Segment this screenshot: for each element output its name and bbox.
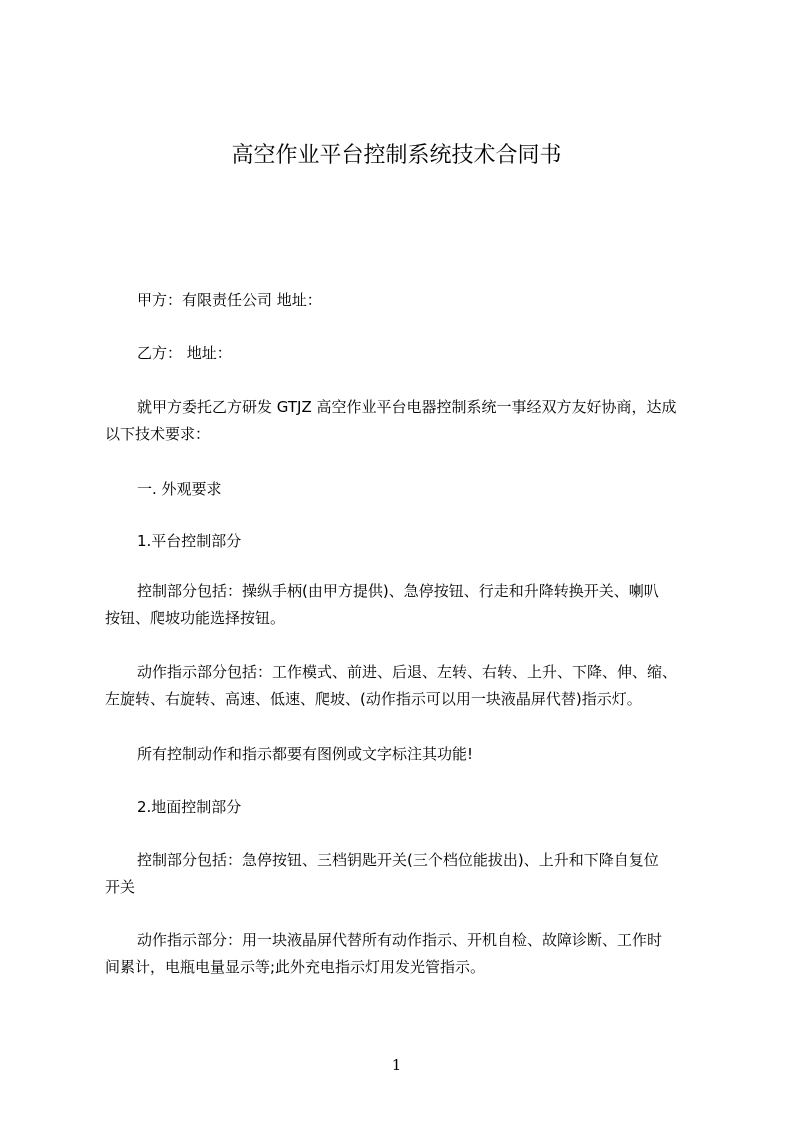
party-a-line: 甲方：有限责任公司 地址：: [137, 291, 322, 309]
page-number: 1: [391, 1056, 402, 1074]
ground-controls-paragraph: [105, 847, 705, 901]
platform-indicators-line-2: 左旋转、右旋转、高速、低速、爬坡、(动作指示可以用一块液晶屏代替)指示灯。: [105, 690, 642, 708]
subsection-1-heading: 1.平台控制部分: [137, 532, 242, 550]
ground-controls-line-1: 控制部分包括：急停按钮、三档钥匙开关(三个档位能拔出)、上升和下降自复位: [137, 851, 659, 869]
platform-controls-paragraph: [105, 578, 705, 632]
document-title: 高空作业平台控制系统技术合同书: [231, 143, 562, 168]
platform-controls-line-1: 控制部分包括：操纵手柄(由甲方提供)、急停按钮、行走和升降转换开关、喇叭: [137, 582, 659, 600]
platform-indicators-line-1: 动作指示部分包括：工作模式、前进、后退、左转、右转、上升、下降、伸、缩、: [137, 663, 678, 681]
subsection-2-heading: 2.地面控制部分: [137, 798, 242, 816]
ground-indicators-line-2: 间累计，电瓶电量显示等;此外充电指示灯用发光管指示。: [105, 958, 486, 976]
party-b-line: 乙方： 地址：: [137, 344, 232, 362]
platform-controls-line-2: 按钮、爬坡功能选择按钮。: [105, 609, 286, 627]
platform-indicators-paragraph: [105, 659, 705, 713]
ground-controls-line-2: 开关: [105, 878, 136, 896]
intro-line-2: 以下技术要求：: [105, 425, 211, 443]
ground-indicators-line-1: 动作指示部分：用一块液晶屏代替所有动作指示、开机自检、故障诊断、工作时: [137, 931, 663, 949]
section-1-heading: 一. 外观要求: [137, 480, 222, 498]
intro-line-1: 就甲方委托乙方研发 GTJZ 高空作业平台电器控制系统一事经双方友好协商，达成: [137, 398, 677, 416]
intro-paragraph: [105, 394, 705, 448]
ground-indicators-paragraph: [105, 927, 705, 981]
labeling-note: 所有控制动作和指示都要有图例或文字标注其功能!: [137, 745, 474, 763]
